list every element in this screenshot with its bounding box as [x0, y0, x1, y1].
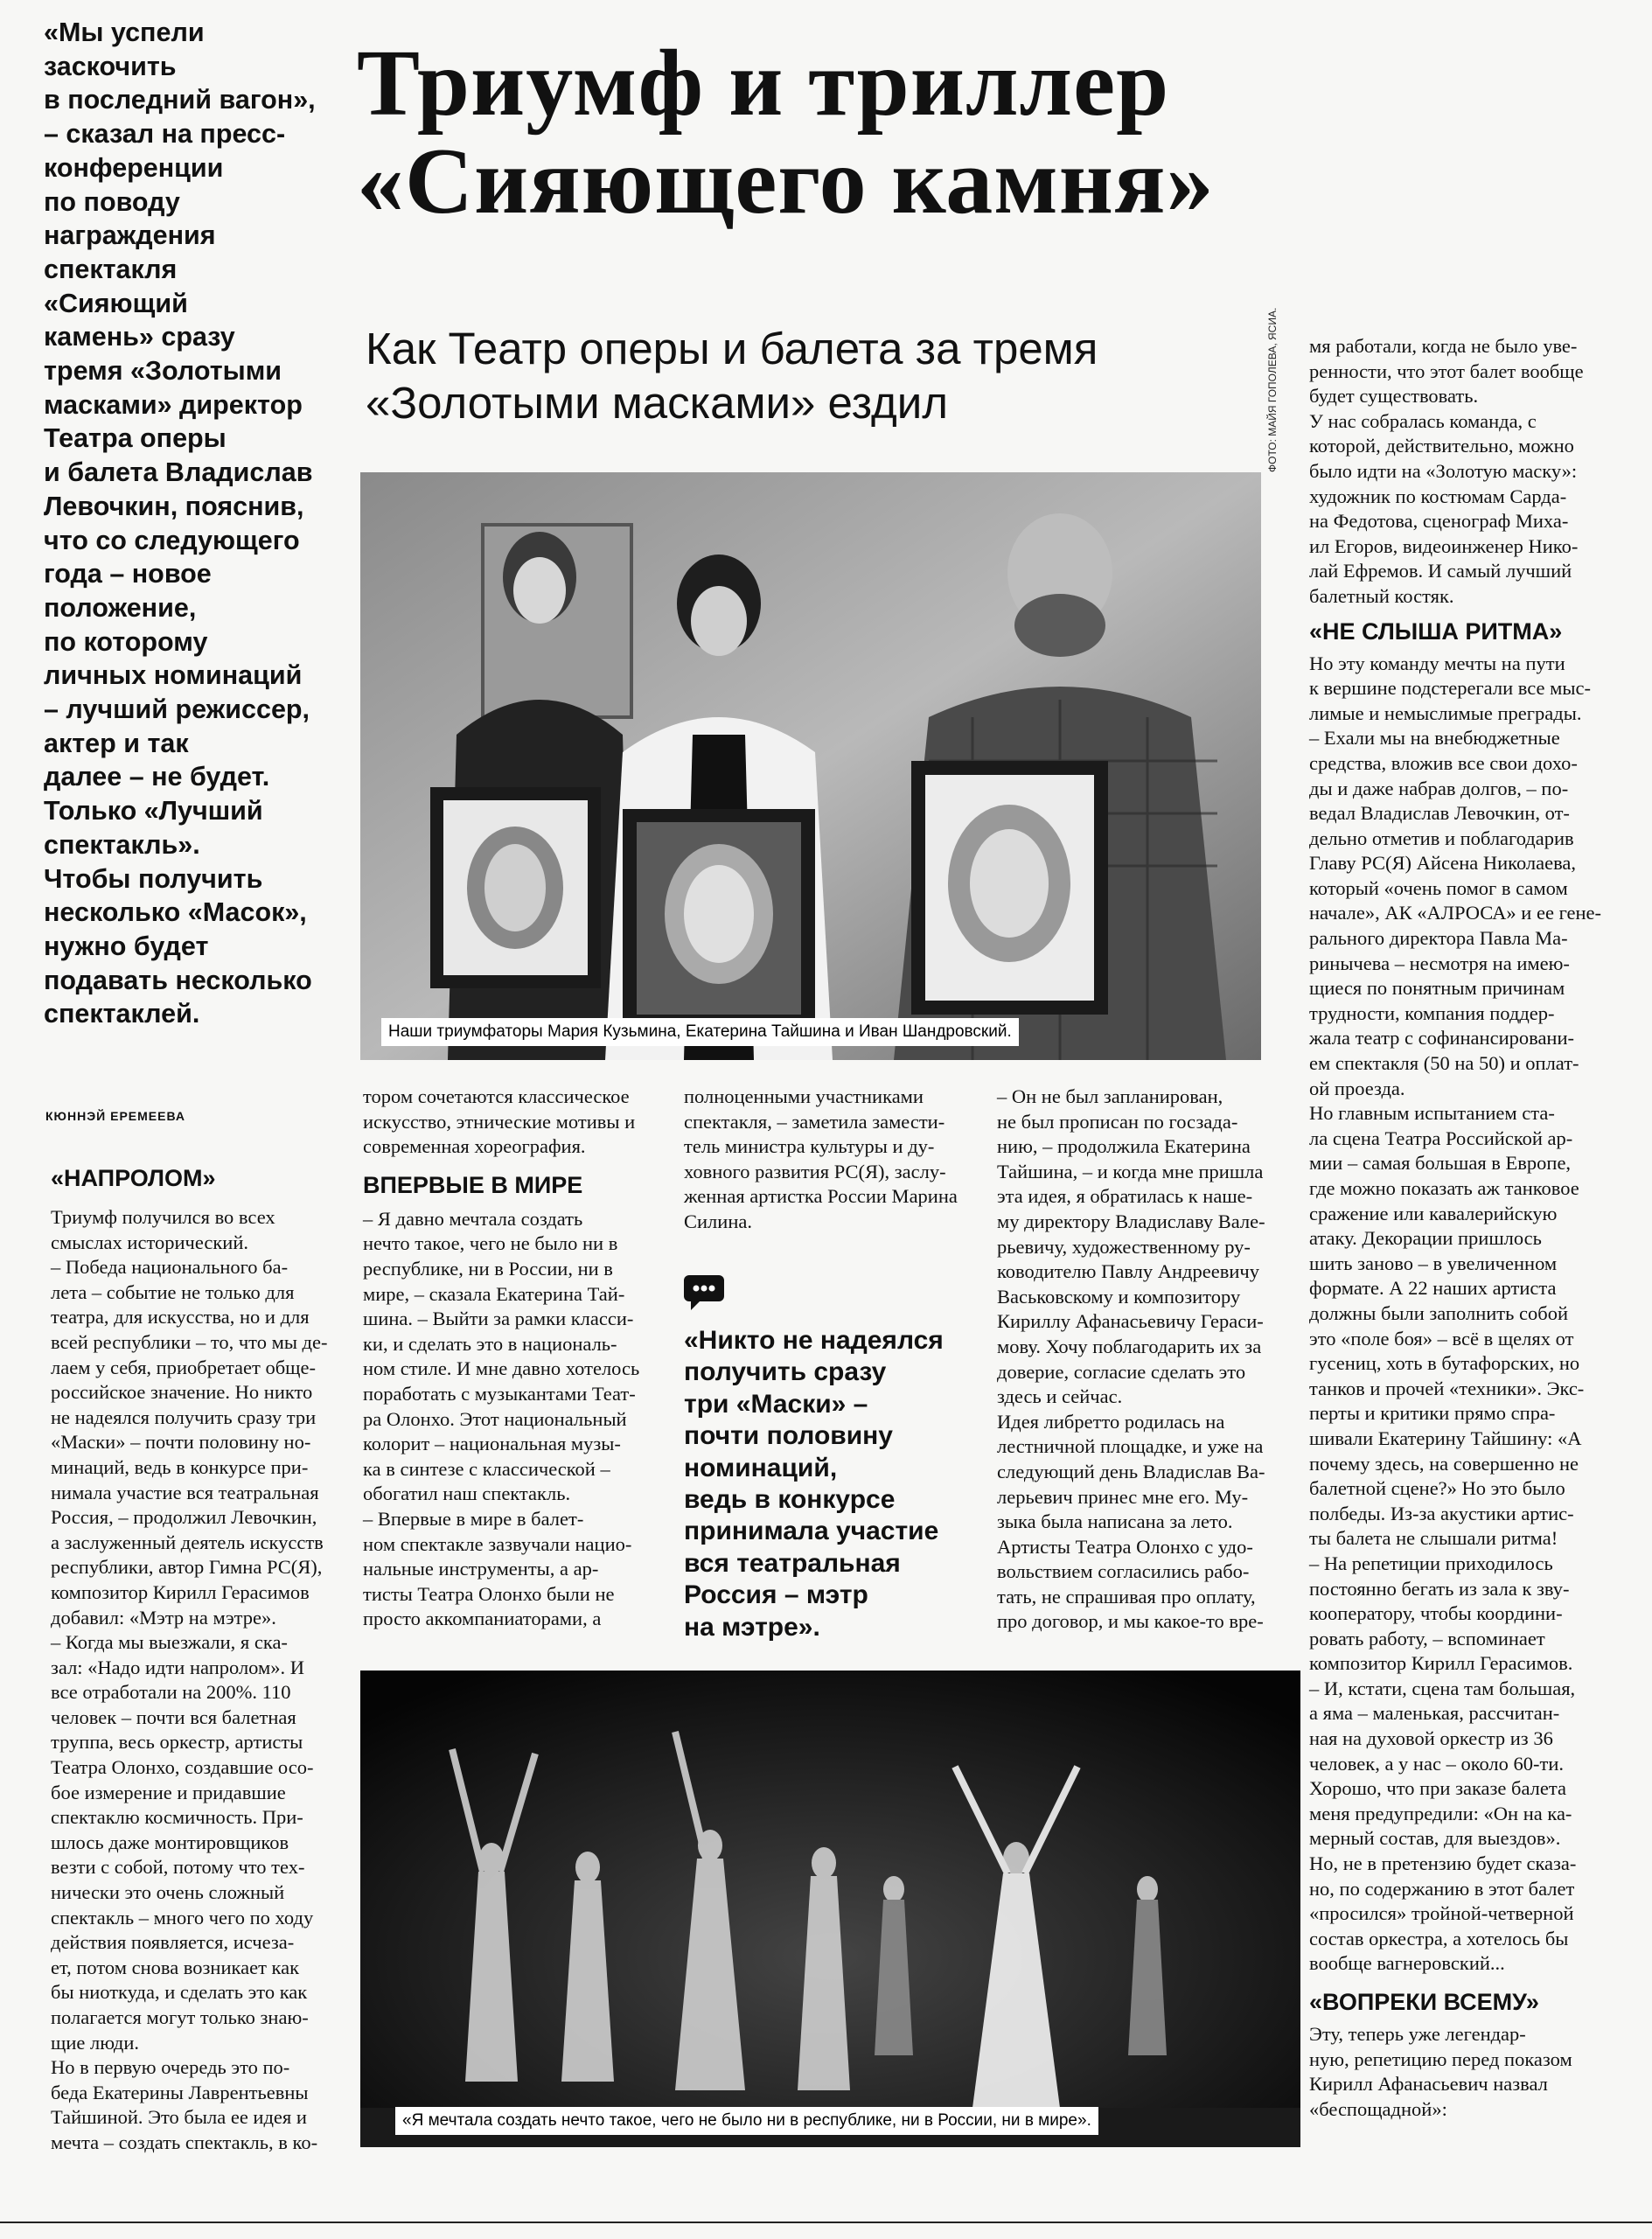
- lead-line: и балета Владислав: [44, 457, 313, 488]
- lead-line: подавать несколько: [44, 965, 312, 995]
- body-line: сражение или кавалерийскую: [1309, 1202, 1558, 1224]
- column-2: [363, 1085, 665, 1632]
- subheadline-line-1: Как Театр оперы и балета за тремя: [366, 324, 1098, 373]
- body-line: Но эту команду мечты на пути: [1309, 652, 1565, 674]
- pull-quote: [684, 1325, 1016, 1643]
- body-line: где можно показать аж танковое: [1309, 1177, 1579, 1199]
- body-line: рального директора Павла Ма-: [1309, 927, 1568, 950]
- award-photo: [360, 472, 1261, 1060]
- section-heading-first-in-world: ВПЕРВЫЕ В МИРЕ: [363, 1171, 583, 1198]
- body-line: человек – почти вся балетная: [51, 1705, 296, 1728]
- lead-line: что со следующего: [44, 525, 300, 555]
- body-line: ды и даже набрав долгов, – по-: [1309, 777, 1569, 799]
- body-line: труппа, весь оркестр, артисты: [51, 1731, 303, 1754]
- body-line: добавил: «Мэтр на мэтре».: [51, 1606, 276, 1629]
- body-line: искусство, этнические мотивы и: [363, 1110, 636, 1133]
- body-line: ки, и сделать это в националь-: [363, 1332, 617, 1355]
- lead-line: Только «Лучший: [44, 796, 263, 827]
- body-line: зал: «Надо идти напролом». И: [51, 1656, 304, 1678]
- body-line: везти с собой, потому что тех-: [51, 1856, 305, 1879]
- pull-quote-line: получить сразу: [684, 1357, 887, 1387]
- column-3-body: [684, 1085, 990, 1235]
- body-line: полбеды. Из-за акустики артис-: [1309, 1502, 1574, 1524]
- body-line: доверие, согласие сделать это: [997, 1360, 1246, 1383]
- body-line: художник по костюмам Сарда-: [1309, 485, 1567, 507]
- body-line: шить заново – в увеличенном: [1309, 1252, 1558, 1274]
- body-line: танков и прочей «техники». Экс-: [1309, 1377, 1585, 1399]
- body-line: атаку. Декорации пришлось: [1309, 1227, 1542, 1250]
- body-line: щие люди.: [51, 2031, 139, 2054]
- body-line: Идея либретто родилась на: [997, 1410, 1225, 1433]
- body-line: У нас собралась команда, с: [1309, 409, 1537, 432]
- lead-line: несколько «Масок»,: [44, 897, 307, 928]
- body-line: трудности, компания поддер-: [1309, 1001, 1555, 1024]
- body-line: ой проезда.: [1309, 1077, 1405, 1099]
- body-line: эта идея, я обратилась к наше-: [997, 1185, 1253, 1208]
- body-line: композитор Кирилл Герасимов: [51, 1580, 310, 1603]
- body-line: женная артистка России Марина: [684, 1185, 958, 1208]
- lead-line: актер и так: [44, 728, 189, 758]
- body-line: ил Егоров, видеоинженер Нико-: [1309, 534, 1579, 557]
- body-line: полноценными участниками: [684, 1085, 924, 1107]
- body-line: спектакля, – заметила замести-: [684, 1110, 945, 1133]
- body-line: – Я давно мечтала создать: [363, 1207, 583, 1230]
- body-line: Театра Олонхо, создавшие осо-: [51, 1756, 314, 1779]
- body-line: республике, ни в России, ни в: [363, 1257, 613, 1280]
- body-line: не надеялся получить сразу три: [51, 1405, 317, 1428]
- body-line: формате. А 22 наших артиста: [1309, 1277, 1557, 1300]
- pull-quote-line: ведь в конкурсе: [684, 1485, 896, 1515]
- body-line: Васьковскому и композитору: [997, 1285, 1241, 1308]
- body-line: ководителю Павлу Андреевичу: [997, 1260, 1259, 1283]
- body-line: ла сцена Театра Российской ар-: [1309, 1126, 1573, 1149]
- body-line: лаем у себя, приобретает обще-: [51, 1356, 316, 1378]
- body-line: нически это очень сложный: [51, 1881, 285, 1904]
- photo-credit: ФОТО: МАЙЯ ГОПОЛЕВА, ЯСИА.: [1266, 307, 1279, 472]
- body-line: театра, для искусства, но и для: [51, 1306, 310, 1329]
- column-2-body: [363, 1207, 665, 1632]
- body-line: вольствием согласились рабо-: [997, 1560, 1250, 1583]
- golden-mask-frame-right: [911, 761, 1108, 1015]
- body-line: дельно отметив и поблагодарив: [1309, 827, 1574, 849]
- column-5-body-top: [1309, 334, 1624, 610]
- body-line: бое измерение и придавшие: [51, 1781, 286, 1803]
- body-line: щиеся по понятным причинам: [1309, 977, 1565, 1000]
- lead-line: личных номинаций: [44, 660, 303, 691]
- lead-line: года – новое: [44, 559, 212, 589]
- body-line: но, по содержанию в этот балет: [1309, 1877, 1575, 1900]
- body-line: – Он не был запланирован,: [997, 1085, 1223, 1107]
- lead-line: далее – не будет.: [44, 762, 270, 792]
- body-line: ховного развития РС(Я), заслу-: [684, 1160, 946, 1182]
- body-line: – На репетиции приходилось: [1309, 1552, 1553, 1574]
- body-line: колорит – национальная музы-: [363, 1433, 621, 1455]
- body-line: Силина.: [684, 1210, 752, 1232]
- body-line: перты и критики прямо спра-: [1309, 1402, 1556, 1425]
- body-line: Но, не в претензию будет сказа-: [1309, 1852, 1577, 1875]
- body-line: кооператору, чтобы координи-: [1309, 1602, 1563, 1625]
- body-line: Но главным испытанием ста-: [1309, 1102, 1555, 1125]
- column-1-body: [51, 1205, 348, 2156]
- body-line: ном спектакле зазвучали нацио-: [363, 1532, 632, 1555]
- body-line: должны были заполнить собой: [1309, 1301, 1568, 1324]
- body-line: обогатил наш спектакль.: [363, 1482, 571, 1505]
- body-line: Тайшина, – и когда мне пришла: [997, 1160, 1264, 1182]
- body-line: шина. – Выйти за рамки класси-: [363, 1308, 634, 1330]
- award-photo-image: [360, 472, 1261, 1060]
- column-4-body: [997, 1085, 1299, 1635]
- pull-quote-line: Россия – мэтр: [684, 1580, 868, 1610]
- pull-quote-line: на мэтре».: [684, 1612, 820, 1642]
- lead-line: нужно будет: [44, 931, 209, 961]
- body-line: а заслуженный деятель искусств: [51, 1531, 324, 1553]
- column-5-body-end: [1309, 2022, 1624, 2122]
- body-line: гусениц, хоть в бутафорских, но: [1309, 1352, 1580, 1375]
- body-line: Хорошо, что при заказе балета: [1309, 1777, 1566, 1800]
- body-line: – Когда мы выезжали, я ска-: [51, 1631, 288, 1654]
- ballet-photo-image: [360, 1671, 1300, 2147]
- body-line: ем спектакля (50 на 50) и оплат-: [1309, 1052, 1579, 1075]
- pull-quote-line: почти половину: [684, 1421, 893, 1451]
- lead-line: «Сияющий: [44, 288, 188, 318]
- ballet-photo: [360, 1671, 1300, 2147]
- lead-line: конференции: [44, 152, 224, 183]
- column-5-body: [1309, 652, 1624, 1977]
- body-line: смыслах исторический.: [51, 1231, 249, 1253]
- body-line: Кирилл Афанасьевич назвал: [1309, 2073, 1548, 2096]
- body-line: постоянно бегать из зала к зву-: [1309, 1577, 1570, 1600]
- lead-line: заскочить: [44, 51, 177, 81]
- golden-mask-frame-left: [430, 787, 601, 988]
- body-line: тором сочетаются классическое: [363, 1085, 630, 1107]
- body-line: не был прописан по госзада-: [997, 1110, 1238, 1133]
- quote-icon: [684, 1275, 724, 1310]
- body-line: российское значение. Но никто: [51, 1381, 313, 1404]
- lead-line: спектаклей.: [44, 999, 200, 1029]
- body-line: следующий день Владислав Ва-: [997, 1460, 1265, 1482]
- body-line: к вершине подстерегали все мыс-: [1309, 677, 1591, 700]
- section-heading-naprolom: «НАПРОЛОМ»: [51, 1165, 216, 1191]
- body-line: республики, автор Гимна РС(Я),: [51, 1556, 323, 1579]
- headline: [357, 31, 1616, 234]
- body-line: на Федотова, сценограф Миха-: [1309, 510, 1569, 533]
- divider-bottom: [0, 2222, 1652, 2223]
- award-photo-caption: Наши триумфаторы Мария Кузьмина, Екатерина Тайшина и Иван Шандровский.: [381, 1018, 1019, 1046]
- body-line: – И, кстати, сцена там большая,: [1309, 1677, 1576, 1699]
- body-line: нальные инструменты, а ар-: [363, 1558, 599, 1580]
- body-line: бы ниоткуда, и сделать это как: [51, 1981, 308, 2004]
- lead-line: «Мы успели: [44, 17, 205, 47]
- section-heading-voproki-vsemu: «ВОПРЕКИ ВСЕМУ»: [1309, 1989, 1539, 2015]
- body-line: все отработали на 200%. 110: [51, 1681, 291, 1704]
- body-line: который «очень помог в самом: [1309, 876, 1568, 899]
- column-3: [684, 1085, 990, 1235]
- body-line: которой, действительно, можно: [1309, 435, 1574, 457]
- body-line: ты балета не слышали ритма!: [1309, 1527, 1558, 1550]
- lead-text: [44, 16, 332, 1031]
- body-line: му директору Владиславу Вале-: [997, 1210, 1265, 1232]
- body-line: полагается могут только знаю-: [51, 2006, 309, 2028]
- body-line: ка в синтезе с классической –: [363, 1457, 610, 1480]
- body-line: вообще вагнеровский...: [1309, 1952, 1505, 1975]
- body-line: спектакль – много чего по ходу: [51, 1906, 314, 1929]
- ballet-photo-caption: «Я мечтала создать нечто такое, чего не было ни в республике, ни в России, ни в мире».: [395, 2107, 1098, 2135]
- body-line: меня предупредили: «Он на ка-: [1309, 1802, 1572, 1824]
- lead-line: по поводу: [44, 186, 180, 217]
- body-line: ринычева – несмотря на имею-: [1309, 952, 1570, 974]
- body-line: «беспощадной»:: [1309, 2097, 1447, 2120]
- body-line: мии – самая большая в Европе,: [1309, 1152, 1572, 1175]
- body-line: – Впервые в мире в балет-: [363, 1507, 584, 1530]
- pull-quote-line: принимала участие: [684, 1517, 939, 1546]
- lead-line: положение,: [44, 592, 197, 623]
- body-line: мя работали, когда не было уве-: [1309, 335, 1578, 357]
- lead-line: масками» директор: [44, 389, 303, 420]
- body-line: начале», АК «АЛРОСА» и ее гене-: [1309, 902, 1602, 924]
- headline-line-1: Триумф и триллер: [357, 31, 1170, 136]
- lead-line: Левочкин, пояснив,: [44, 491, 304, 521]
- body-line: лерьевич принес мне его. Му-: [997, 1485, 1249, 1508]
- body-line: лестничной площадке, и уже на: [997, 1435, 1264, 1458]
- body-line: нимала участие вся театральная: [51, 1481, 319, 1503]
- body-line: поработать с музыкантами Теат-: [363, 1382, 636, 1405]
- body-line: шлось даже монтировщиков: [51, 1831, 289, 1853]
- pull-quote-line: три «Маски» –: [684, 1389, 868, 1419]
- body-line: нечто такое, чего не было ни в: [363, 1232, 618, 1255]
- body-line: беда Екатерины Лаврентьевны: [51, 2081, 309, 2103]
- body-line: Кириллу Афанасьевичу Гераси-: [997, 1310, 1264, 1333]
- body-line: действия появляется, исчеза-: [51, 1931, 295, 1954]
- body-line: Тайшиной. Это была ее идея и: [51, 2106, 307, 2129]
- body-line: Эту, теперь уже легендар-: [1309, 2023, 1526, 2045]
- body-line: шивали Екатерину Тайшину: «А: [1309, 1426, 1582, 1449]
- body-line: средства, вложив все свои дохо-: [1309, 751, 1578, 774]
- body-line: ную, репетицию перед показом: [1309, 2047, 1572, 2070]
- body-line: ра Олонхо. Этот национальный: [363, 1407, 627, 1430]
- body-line: здесь и сейчас.: [997, 1385, 1123, 1408]
- lead-line: спектакля: [44, 254, 178, 284]
- lead-line: Театра оперы: [44, 423, 227, 454]
- body-line: ровать работу, – вспоминает: [1309, 1627, 1545, 1650]
- body-line: современная хореография.: [363, 1135, 586, 1158]
- body-line: Артисты Театра Олонхо с удо-: [997, 1535, 1253, 1558]
- body-line: Но в первую очередь это по-: [51, 2056, 290, 2079]
- body-line: ведал Владислав Левочкин, от-: [1309, 802, 1570, 825]
- lead-line: Чтобы получить: [44, 863, 263, 894]
- body-line: ном стиле. И мне давно хотелось: [363, 1357, 640, 1380]
- pull-quote-line: номинаций,: [684, 1453, 838, 1482]
- body-line: лимые и немыслимые преграды.: [1309, 701, 1582, 724]
- subheadline-line-2: «Золотыми масками» ездил: [366, 378, 949, 428]
- lead-line: камень» сразу: [44, 322, 235, 352]
- body-line: состав оркестра, а хотелось бы: [1309, 1927, 1569, 1950]
- lead-line: награждения: [44, 220, 216, 251]
- golden-mask-frame-middle: [623, 809, 815, 1028]
- body-line: композитор Кирилл Герасимов.: [1309, 1652, 1573, 1675]
- body-line: минаций, ведь в конкурсе при-: [51, 1455, 309, 1478]
- lead-line: – лучший режиссер,: [44, 694, 310, 725]
- body-line: тисты Театра Олонхо были не: [363, 1582, 615, 1605]
- body-line: тель министра культуры и ду-: [684, 1135, 935, 1158]
- body-line: спектаклю космичность. При-: [51, 1806, 303, 1829]
- body-line: будет существовать.: [1309, 385, 1479, 408]
- body-line: мечта – создать спектакль, в ко-: [51, 2131, 318, 2153]
- body-line: – Победа национального ба-: [51, 1256, 289, 1279]
- body-line: а яма – маленькая, рассчитан-: [1309, 1702, 1560, 1725]
- column-1: [51, 1163, 348, 2156]
- body-line: всей республики – то, что мы де-: [51, 1330, 328, 1353]
- headline-line-2: «Сияющего камня»: [357, 129, 1215, 234]
- body-line: балетный костяк.: [1309, 584, 1454, 607]
- column-2-body-top: [363, 1085, 665, 1160]
- body-line: тать, не спрашивая про оплату,: [997, 1585, 1256, 1608]
- lead-line: по которому: [44, 626, 208, 657]
- body-line: жала театр с софинансировани-: [1309, 1027, 1575, 1050]
- body-line: лета – событие не только для: [51, 1280, 295, 1303]
- author-byline: КЮННЭЙ ЕРЕМЕЕВА: [45, 1109, 185, 1123]
- body-line: рьевичу, художественному ру-: [997, 1235, 1251, 1258]
- body-line: мире, – сказала Екатерина Тай-: [363, 1282, 625, 1305]
- body-line: мерный состав, для выездов».: [1309, 1827, 1561, 1850]
- body-line: просто аккомпаниаторами, а: [363, 1608, 602, 1630]
- body-line: Триумф получился во всех: [51, 1206, 275, 1228]
- body-line: про договор, и мы какое-то вре-: [997, 1610, 1264, 1633]
- body-line: ет, потом снова возникает как: [51, 1956, 300, 1978]
- body-line: человек, а у нас – около 60-ти.: [1309, 1752, 1565, 1775]
- body-line: Главу РС(Я) Айсена Николаева,: [1309, 852, 1577, 875]
- lead-line: в последний вагон»,: [44, 85, 316, 115]
- body-line: почему здесь, на совершенно не: [1309, 1452, 1579, 1475]
- body-line: это «поле боя» – всё в щелях от: [1309, 1327, 1574, 1350]
- section-heading-ne-slysha-ritma: «НЕ СЛЫША РИТМА»: [1309, 617, 1563, 645]
- body-line: балетной сцене?» Но это было: [1309, 1477, 1565, 1500]
- lead-line: – сказал на пресс-: [44, 119, 286, 150]
- body-line: «Маски» – почти половину но-: [51, 1431, 311, 1454]
- body-line: «просился» тройной-четверной: [1309, 1902, 1574, 1925]
- pull-quote-line: вся театральная: [684, 1548, 901, 1578]
- body-line: мову. Хочу поблагодарить их за: [997, 1335, 1262, 1357]
- column-5: [1309, 334, 1624, 2122]
- body-line: было идти на «Золотую маску»:: [1309, 459, 1578, 482]
- lead-line: спектакль».: [44, 829, 200, 860]
- body-line: ная на духовой оркестр из 36: [1309, 1727, 1553, 1750]
- subheadline: [366, 322, 1240, 430]
- pull-quote-line: «Никто не надеялся: [684, 1326, 944, 1355]
- body-line: Россия, – продолжил Левочкин,: [51, 1506, 317, 1529]
- body-line: лай Ефремов. И самый лучший: [1309, 560, 1572, 582]
- body-line: ренности, что этот балет вообще: [1309, 359, 1584, 382]
- lead-line: тремя «Золотыми: [44, 356, 282, 387]
- body-line: нию, – продолжила Екатерина: [997, 1135, 1251, 1158]
- body-line: – Ехали мы на внебюджетные: [1309, 727, 1560, 750]
- body-line: зыка была написана за лето.: [997, 1510, 1233, 1533]
- column-4: [997, 1085, 1299, 1635]
